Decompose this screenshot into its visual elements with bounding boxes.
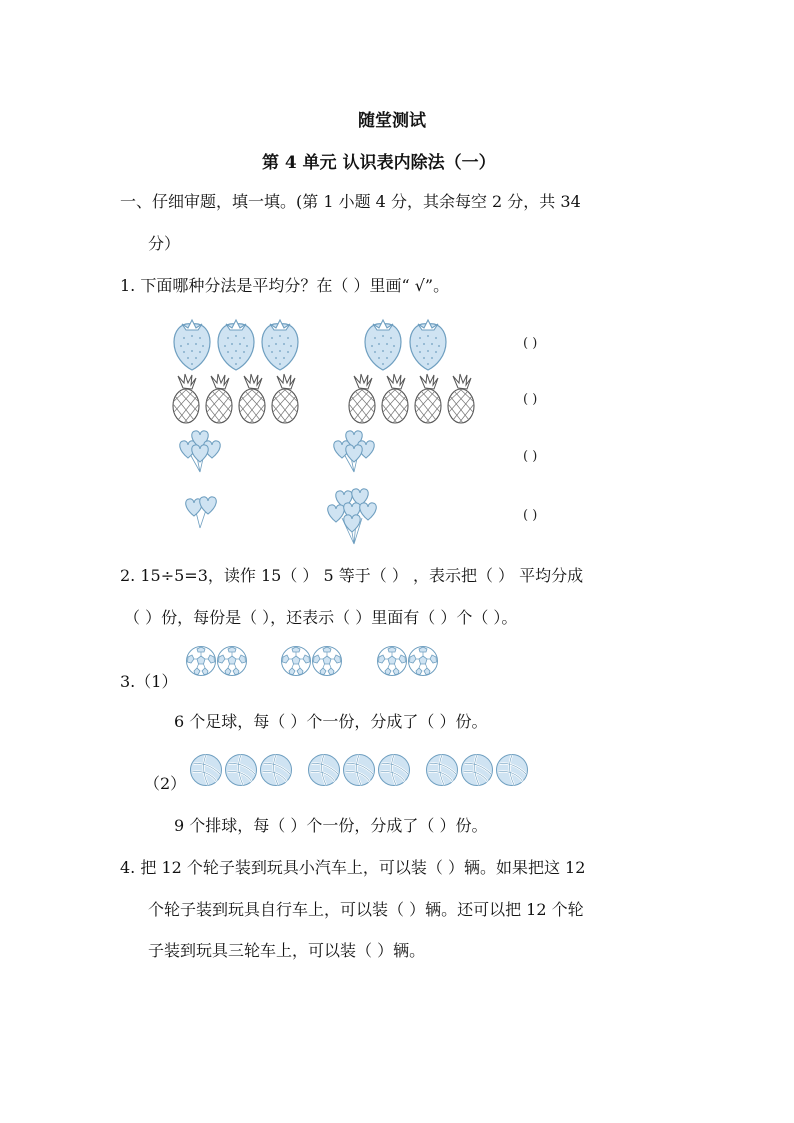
section-heading-cont: 分）	[148, 234, 181, 253]
strawberry-icon	[218, 320, 254, 370]
pineapple-icon	[239, 374, 265, 423]
answer-paren-3[interactable]: ( )	[523, 449, 538, 464]
soccer-balls-row	[184, 646, 464, 680]
volleyball-icon	[226, 755, 257, 786]
soccer-ball-icon	[313, 647, 342, 676]
section-heading: 一、仔细审题，填一填。(第 1 小题 4 分，其余每空 2 分，共 34	[120, 192, 581, 211]
strawberry-icon	[174, 320, 210, 370]
soccer-ball-icon	[282, 647, 311, 676]
strawberry-icon	[262, 320, 298, 370]
balloon-row-2	[170, 488, 630, 548]
answer-paren-4[interactable]: ( )	[523, 508, 538, 523]
pineapple-icon	[173, 374, 199, 423]
volleyball-icon	[497, 755, 528, 786]
volleyball-icon	[261, 755, 292, 786]
pineapple-icon	[382, 374, 408, 423]
page-title: 随堂测试	[358, 111, 426, 131]
volleyball-icon	[309, 755, 340, 786]
answer-paren-1[interactable]: ( )	[523, 336, 538, 351]
question-3-part2: 9 个排球，每（ ）个一份，分成了（ ）份。	[174, 816, 488, 835]
question-4-line3: 子装到玩具三轮车上，可以装（ ）辆。	[148, 941, 426, 960]
volleyballs-row	[188, 754, 538, 790]
soccer-ball-icon	[187, 647, 216, 676]
heart-balloons-icon	[186, 497, 217, 528]
question-3-part2-label: （2）	[144, 774, 187, 793]
pineapple-icon	[448, 374, 474, 423]
pineapple-row	[170, 374, 630, 426]
pineapple-icon	[349, 374, 375, 423]
volleyball-icon	[427, 755, 458, 786]
heart-balloons-icon	[334, 431, 375, 472]
question-2-line1: 2. 15÷5=3，读作 15（ ） 5 等于（ ） ，表示把（ ） 平均分成	[120, 566, 584, 585]
question-3-label: 3.（1）	[120, 672, 178, 691]
heart-balloons-icon	[180, 431, 221, 472]
strawberry-icon	[365, 320, 401, 370]
soccer-ball-icon	[218, 647, 247, 676]
question-4-line1: 4. 把 12 个轮子装到玩具小汽车上，可以装（ ）辆。如果把这 12	[120, 858, 586, 877]
question-3-part1: 6 个足球，每（ ）个一份，分成了（ ）份。	[174, 712, 488, 731]
volleyball-icon	[462, 755, 493, 786]
question-1-text: 1. 下面哪种分法是平均分？在（ ）里画“ √”。	[120, 276, 450, 295]
volleyball-icon	[379, 755, 410, 786]
pineapple-icon	[206, 374, 232, 423]
strawberry-row-1	[170, 318, 630, 374]
unit-title: 第 4 单元 认识表内除法（一）	[262, 153, 496, 173]
pineapple-icon	[415, 374, 441, 423]
volleyball-icon	[344, 755, 375, 786]
balloon-row-1	[170, 428, 630, 478]
soccer-ball-icon	[378, 647, 407, 676]
question-2-line2: （ ）份，每份是（ ），还表示（ ）里面有（ ）个（ ）。	[124, 608, 518, 627]
strawberry-icon	[410, 320, 446, 370]
answer-paren-2[interactable]: ( )	[523, 392, 538, 407]
question-4-line2: 个轮子装到玩具自行车上，可以装（ ）辆。还可以把 12 个轮	[148, 900, 584, 919]
heart-balloons-icon	[328, 489, 377, 544]
soccer-ball-icon	[409, 647, 438, 676]
pineapple-icon	[272, 374, 298, 423]
volleyball-icon	[191, 755, 222, 786]
